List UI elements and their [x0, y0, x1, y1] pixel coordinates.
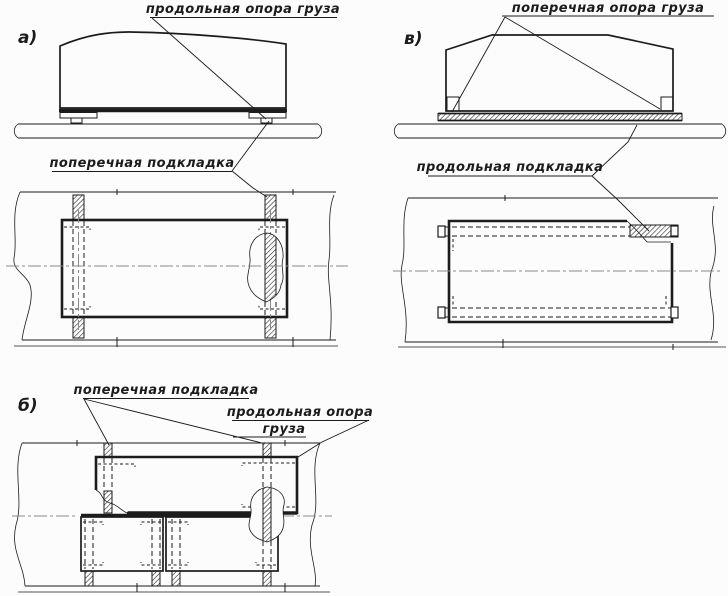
- leader-longitudinal-support-b: [298, 420, 369, 457]
- label-longitudinal-support-a: продольная опора груза: [145, 2, 341, 17]
- wagon-floor-side-a: [14, 124, 322, 138]
- label-transverse-pad-a: поперечная подкладка: [49, 156, 235, 171]
- figure-a-letter: а): [18, 28, 38, 48]
- break-line-left-b: [15, 443, 25, 586]
- figure-b-letter: б): [18, 396, 38, 416]
- figure-v-plan-view: [393, 195, 726, 350]
- support-foot-right: [261, 118, 272, 123]
- longitudinal-pad-side-v: [438, 114, 682, 121]
- figure-v: [393, 1, 726, 350]
- local-section-b: [249, 487, 284, 542]
- figure-a-plan-view: [6, 189, 348, 347]
- label-longitudinal-support-b-line2: груза: [262, 422, 306, 437]
- leader-transverse-pad-b-1: [84, 399, 109, 445]
- figure-b: [12, 383, 373, 592]
- local-section-a: [248, 233, 283, 302]
- break-line-right-b: [310, 443, 320, 586]
- cargo-side-v: [446, 35, 673, 111]
- break-line-right-v: [710, 206, 716, 340]
- pad-lower-2-bottom: [152, 571, 160, 586]
- figure-a-side-view: [14, 32, 322, 138]
- figure-v-letter: в): [404, 29, 423, 49]
- pad-upper-left-top: [104, 443, 112, 457]
- figure-a: [6, 2, 348, 347]
- label-transverse-pad-b: поперечная подкладка: [73, 383, 259, 398]
- figure-b-plan-view: [12, 440, 332, 592]
- break-line-right-a: [328, 195, 334, 340]
- wagon-floor-side-v: [394, 124, 726, 138]
- label-longitudinal-pad-v: продольная подкладка: [416, 160, 604, 175]
- leader-transverse-pad-a-down: [232, 171, 267, 197]
- pad-upper-right-top: [263, 443, 271, 457]
- pad-lower-4-bottom: [263, 571, 271, 586]
- support-block-right: [249, 113, 286, 119]
- label-transverse-support-v: поперечная опора груза: [511, 1, 705, 16]
- leader-transverse-pad-a-up: [232, 121, 269, 171]
- label-longitudinal-support-b-line1: продольная опора: [226, 405, 374, 420]
- pad-lower-3-bottom: [172, 571, 180, 586]
- figure-v-side-view: [394, 35, 726, 138]
- break-line-left-v: [401, 198, 408, 342]
- cargo-side-a: [60, 32, 286, 108]
- support-block-left: [60, 113, 97, 119]
- support-foot-left: [71, 118, 82, 123]
- pad-lower-1-bottom: [85, 571, 93, 586]
